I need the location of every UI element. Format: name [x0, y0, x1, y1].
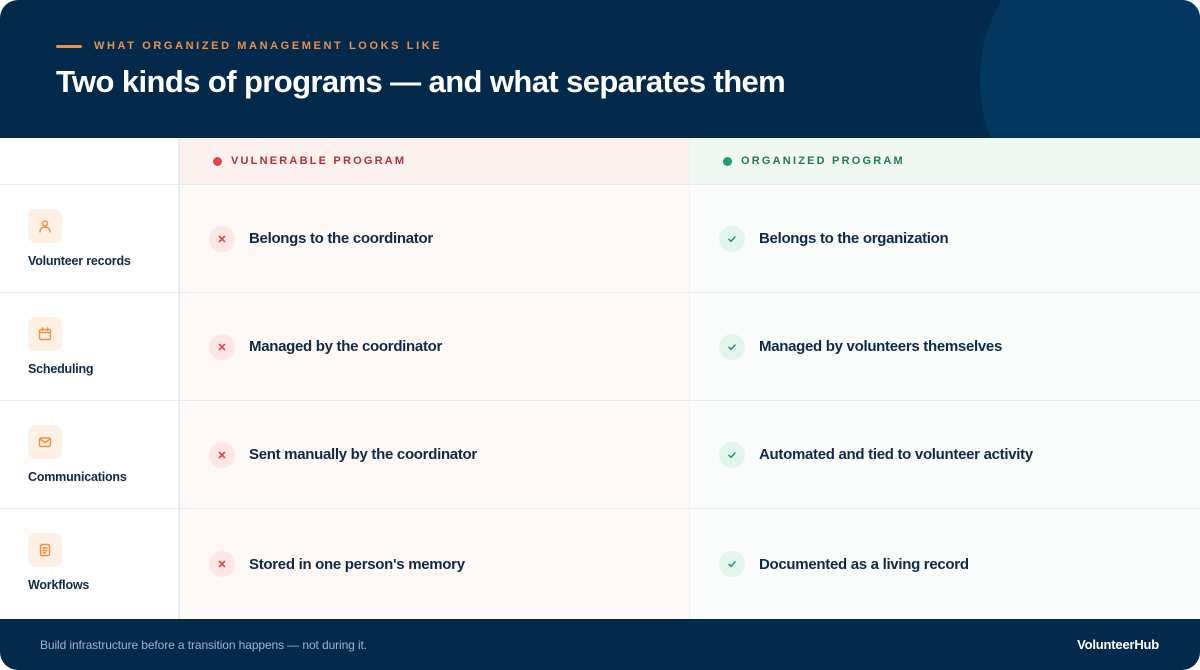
category-cell: [0, 293, 180, 400]
column-header-label: ORGANIZED PROGRAM: [741, 155, 905, 167]
brand-logo: VolunteerHub: [1077, 637, 1159, 652]
green-dot-icon: [723, 157, 732, 166]
vulnerable-text: Sent manually by the coordinator: [249, 446, 477, 463]
column-header-organized: [690, 138, 1200, 185]
page-title: Two kinds of programs — and what separates them: [56, 64, 786, 99]
organized-cell: [690, 185, 1200, 292]
category-label: Communications: [28, 470, 127, 484]
check-icon: [719, 442, 745, 468]
user-icon: [28, 209, 62, 243]
x-icon: [209, 226, 235, 252]
column-header-blank: [0, 138, 180, 185]
footer: [0, 619, 1200, 670]
x-icon: [209, 334, 235, 360]
category-cell: [0, 401, 180, 508]
check-icon: [719, 334, 745, 360]
organized-text: Belongs to the organization: [759, 230, 949, 247]
header: [0, 0, 1200, 138]
column-header-vulnerable: [180, 138, 690, 185]
category-label: Scheduling: [28, 362, 94, 376]
category-label: Volunteer records: [28, 254, 131, 268]
vulnerable-cell: [180, 185, 690, 292]
table-row: [0, 185, 1200, 293]
mail-icon: [28, 425, 62, 459]
document-icon: [28, 533, 62, 567]
vulnerable-cell: [180, 401, 690, 508]
organized-text: Automated and tied to volunteer activity: [759, 446, 1033, 463]
eyebrow: [56, 40, 442, 52]
eyebrow-accent-bar: [56, 45, 82, 48]
organized-text: Documented as a living record: [759, 555, 969, 573]
eyebrow-text: WHAT ORGANIZED MANAGEMENT LOOKS LIKE: [94, 40, 443, 52]
organized-cell: [690, 293, 1200, 400]
comparison-table: [0, 138, 1200, 619]
x-icon: [209, 442, 235, 468]
category-cell: [0, 509, 180, 619]
vulnerable-text: Stored in one person's memory: [249, 555, 465, 573]
category-cell: [0, 185, 180, 292]
organized-text: Managed by volunteers themselves: [759, 338, 1002, 355]
check-icon: [719, 226, 745, 252]
footer-note: Build infrastructure before a transition happens — not during it.: [40, 637, 368, 652]
vulnerable-cell: [180, 509, 690, 619]
category-label: Workflows: [28, 578, 90, 592]
vulnerable-text: Managed by the coordinator: [249, 338, 443, 355]
table-row: [0, 401, 1200, 509]
calendar-icon: [28, 317, 62, 351]
vulnerable-cell: [180, 293, 690, 400]
table-row: [0, 293, 1200, 401]
decorative-circle: [980, 0, 1200, 138]
organized-cell: [690, 509, 1200, 619]
column-header-label: VULNERABLE PROGRAM: [231, 155, 407, 167]
organized-cell: [690, 401, 1200, 508]
red-dot-icon: [213, 157, 222, 166]
table-row: [0, 509, 1200, 619]
vulnerable-text: Belongs to the coordinator: [249, 230, 433, 247]
x-icon: [209, 551, 235, 577]
check-icon: [719, 551, 745, 577]
